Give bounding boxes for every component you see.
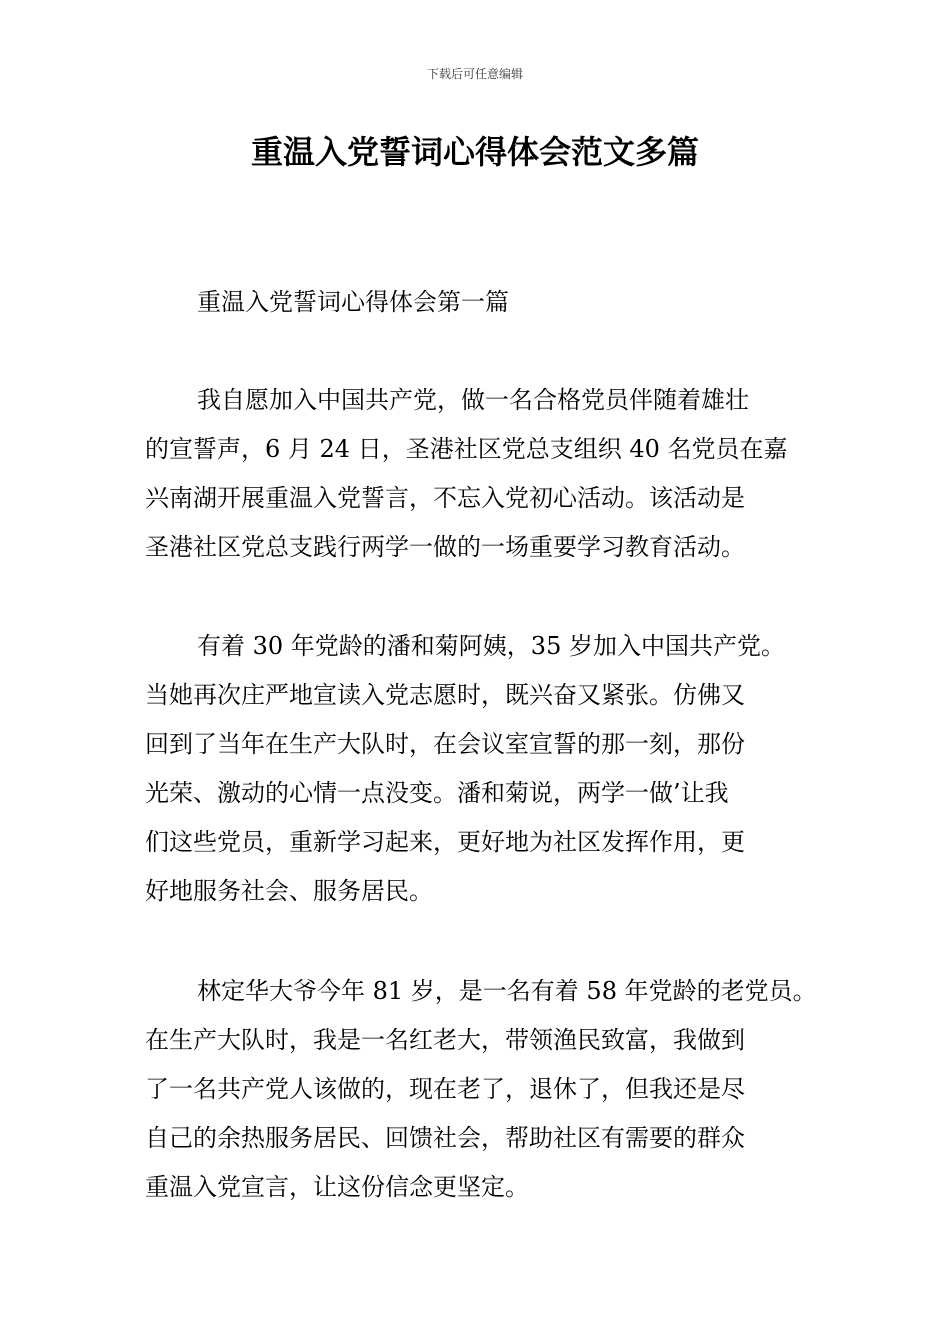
paragraph-line: 们这些党员，重新学习起来，更好地为社区发挥作用，更 [145,828,745,856]
paragraph-line: 圣港社区党总支践行两学一做的一场重要学习教育活动。 [145,533,745,561]
paragraph-line: 林定华大爷今年 81 岁，是一名有着 58 年党龄的老党员。 [197,977,817,1005]
paragraph-line: 有着 30 年党龄的潘和菊阿姨，35 岁加入中国共产党。 [197,632,785,660]
paragraph-line: 的宣誓声，6 月 24 日，圣港社区党总支组织 40 名党员在嘉 [145,435,788,463]
paragraph-2 [145,622,825,916]
paragraph-line: 当她再次庄严地宣读入党志愿时，既兴奋又紧张。仿佛又 [145,681,745,709]
paragraph-line: 兴南湖开展重温入党誓言，不忘入党初心活动。该活动是 [145,484,745,512]
paragraph-line: 在生产大队时，我是一名红老大，带领渔民致富，我做到 [145,1026,745,1054]
header-note: 下载后可任意编辑 [426,67,523,81]
paragraph-line: 我自愿加入中国共产党，做一名合格党员伴随着雄壮 [197,386,749,414]
paragraph-1 [145,376,825,572]
paragraph-line: 重温入党宣言，让这份信念更坚定。 [145,1173,529,1201]
section-heading-text: 重温入党誓词心得体会第一篇 [197,288,509,316]
section-heading [145,278,825,327]
paragraph-line: 好地服务社会、服务居民。 [145,877,433,905]
document-title: 重温入党誓词心得体会范文多篇 [250,133,699,171]
paragraph-line: 了一名共产党人该做的，现在老了，退休了，但我还是尽 [145,1075,745,1103]
paragraph-line: 自己的余热服务居民、回馈社会，帮助社区有需要的群众 [145,1124,745,1152]
paragraph-line: 回到了当年在生产大队时，在会议室宣誓的那一刻，那份 [145,730,745,758]
paragraph-3 [145,967,825,1212]
paragraph-line: 光荣、激动的心情一点没变。潘和菊说，两学一做’让我 [145,779,729,807]
